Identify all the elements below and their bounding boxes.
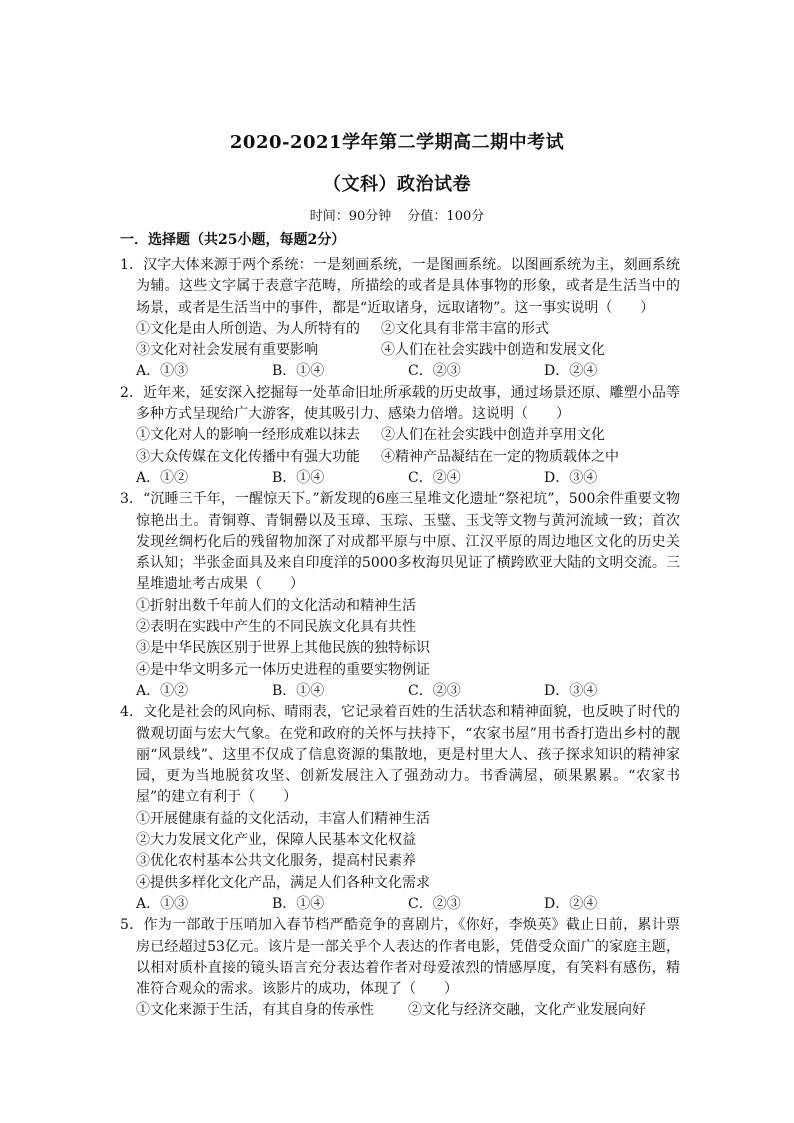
choice-b: B．①④ — [272, 682, 325, 699]
answer-choices — [120, 361, 680, 382]
option-2: ②文化具有非常丰富的形式 — [381, 320, 549, 337]
choice-d: D．③④ — [544, 469, 598, 486]
option-3: ③是中华民族区别于世界上其他民族的独特标识 — [136, 640, 430, 657]
question-stem: 1．汉字大体来源于两个系统：一是刻画系统，一是图画系统。以图画系统为主，刻画系统为辅。这些文字属于表意字范畴，所描绘的或者是具体事物的形象，或者是生活当中的场景，或者是生活当中的事件，都是“近取诸身，远取诸物”。这一事实说明（ ） — [120, 257, 680, 316]
option-1: ①文化是由人所创造、为人所特有的 — [136, 320, 360, 337]
exam-title: 2020-2021学年第二学期高二期中考试 — [229, 132, 565, 153]
option-1: ①折射出数千年前人们的文化活动和精神生活 — [136, 597, 416, 614]
exam-subtitle: （文科）政治试卷 — [323, 174, 471, 195]
choice-c: C．②③ — [408, 895, 461, 912]
option-4: ④人们在社会实践中创造和发展文化 — [381, 342, 605, 359]
question-2 — [120, 383, 680, 489]
answer-choices — [120, 894, 680, 915]
question-1 — [120, 255, 680, 383]
choice-a: A．①② — [136, 682, 189, 699]
exam-score: 分值：100分 — [407, 209, 485, 224]
question-options — [120, 1000, 680, 1021]
option-3: ③优化农村基本公共文化服务，提高村民素养 — [136, 853, 416, 870]
question-options — [120, 809, 680, 894]
option-2: ②文化与经济交融，文化产业发展向好 — [408, 1002, 646, 1019]
question-stem: 4．文化是社会的风向标、晴雨表，它记录着百姓的生活状态和精神面貌，也反映了时代的微观切面与宏大气象。在党和政府的关怀与扶持下，“农家书屋”用书香打造出乡村的靓丽“风景线”、这里不仅成了信息资源的集散地，更是村里大人、孩子探求知识的精神家园，更为当地脱贫攻坚、创新发展注入了强劲动力。书香满屋，硕果累累。“农家书屋”的建立有利于（ ） — [120, 704, 680, 806]
answer-choices — [120, 468, 680, 489]
choice-a: A．①② — [136, 469, 189, 486]
choice-c: C．②③ — [408, 682, 461, 699]
option-4: ④提供多样化文化产品，满足人们各种文化需求 — [136, 874, 430, 891]
question-options — [120, 319, 680, 362]
option-4: ④精神产品凝结在一定的物质载体之中 — [381, 448, 619, 465]
question-5 — [120, 915, 680, 1021]
option-1: ①开展健康有益的文化活动，丰富人们精神生活 — [136, 810, 430, 827]
choice-b: B．①④ — [272, 363, 325, 380]
question-list — [120, 255, 680, 1022]
choice-d: D．②④ — [544, 363, 598, 380]
exam-time: 时间：90分钟 — [309, 209, 392, 224]
choice-b: B．①④ — [272, 469, 325, 486]
choice-a: A．①③ — [136, 363, 189, 380]
exam-meta — [0, 205, 794, 224]
question-stem: 3．“沉睡三千年，一醒惊天下。”新发现的6座三星堆文化遗址“祭祀坑”，500余件重要文物惊艳出土。青铜尊、青铜罍以及玉璋、玉琮、玉璧、玉戈等文物与黄河流域一致；首次发现丝绸朽化后的残留物加深了对成都平原与中原、江汉平原的周边地区文化的历史关系认知；半张金面具及来自印度洋的5000多枚海贝见证了横跨欧亚大陆的文明交流。三星堆遗址考古成果（ ） — [120, 491, 680, 593]
choice-d: D．②④ — [544, 895, 598, 912]
choice-d: D．③④ — [544, 682, 598, 699]
option-3: ③大众传媒在文化传播中有强大功能 — [136, 448, 360, 465]
section-heading: 一．选择题（共25小题，每题2分） — [120, 232, 346, 248]
option-2: ②表明在实践中产生的不同民族文化具有共性 — [136, 619, 416, 636]
question-stem: 5．作为一部敢于压哨加入春节档严酷竞争的喜剧片，《你好，李焕英》截止日前，累计票房已经超过53亿元。该片是一部关乎个人表达的作者电影，凭借受众面广的家庭主题，以相对质朴直接的镜头语言充分表达着作者对母爱浓烈的情感厚度，有笑料有感伤，精准符合观众的需求。该影片的成功，体现了（ ） — [120, 917, 680, 998]
question-options — [120, 596, 680, 681]
option-4: ④是中华文明多元一体历史进程的重要实物例证 — [136, 661, 430, 678]
option-2: ②大力发展文化产业，保障人民基本文化权益 — [136, 832, 416, 849]
option-1: ①文化来源于生活，有其自身的传承性 — [136, 1002, 374, 1019]
choice-c: C．②③ — [408, 363, 461, 380]
question-options — [120, 425, 680, 468]
option-2: ②人们在社会实践中创造并享用文化 — [381, 427, 605, 444]
choice-b: B．①④ — [272, 895, 325, 912]
choice-a: A．①③ — [136, 895, 189, 912]
option-1: ①文化对人的影响一经形成难以抹去 — [136, 427, 360, 444]
question-4 — [120, 702, 680, 915]
answer-choices — [120, 681, 680, 702]
option-3: ③文化对社会发展有重要影响 — [136, 342, 318, 359]
question-3 — [120, 489, 680, 702]
question-stem: 2．近年来，延安深入挖掘每一处革命旧址所承载的历史故事，通过场景还原、雕塑小品等多种方式呈现给广大游客，使其吸引力、感染力倍增。这说明（ ） — [120, 384, 680, 423]
choice-c: C．②④ — [408, 469, 461, 486]
